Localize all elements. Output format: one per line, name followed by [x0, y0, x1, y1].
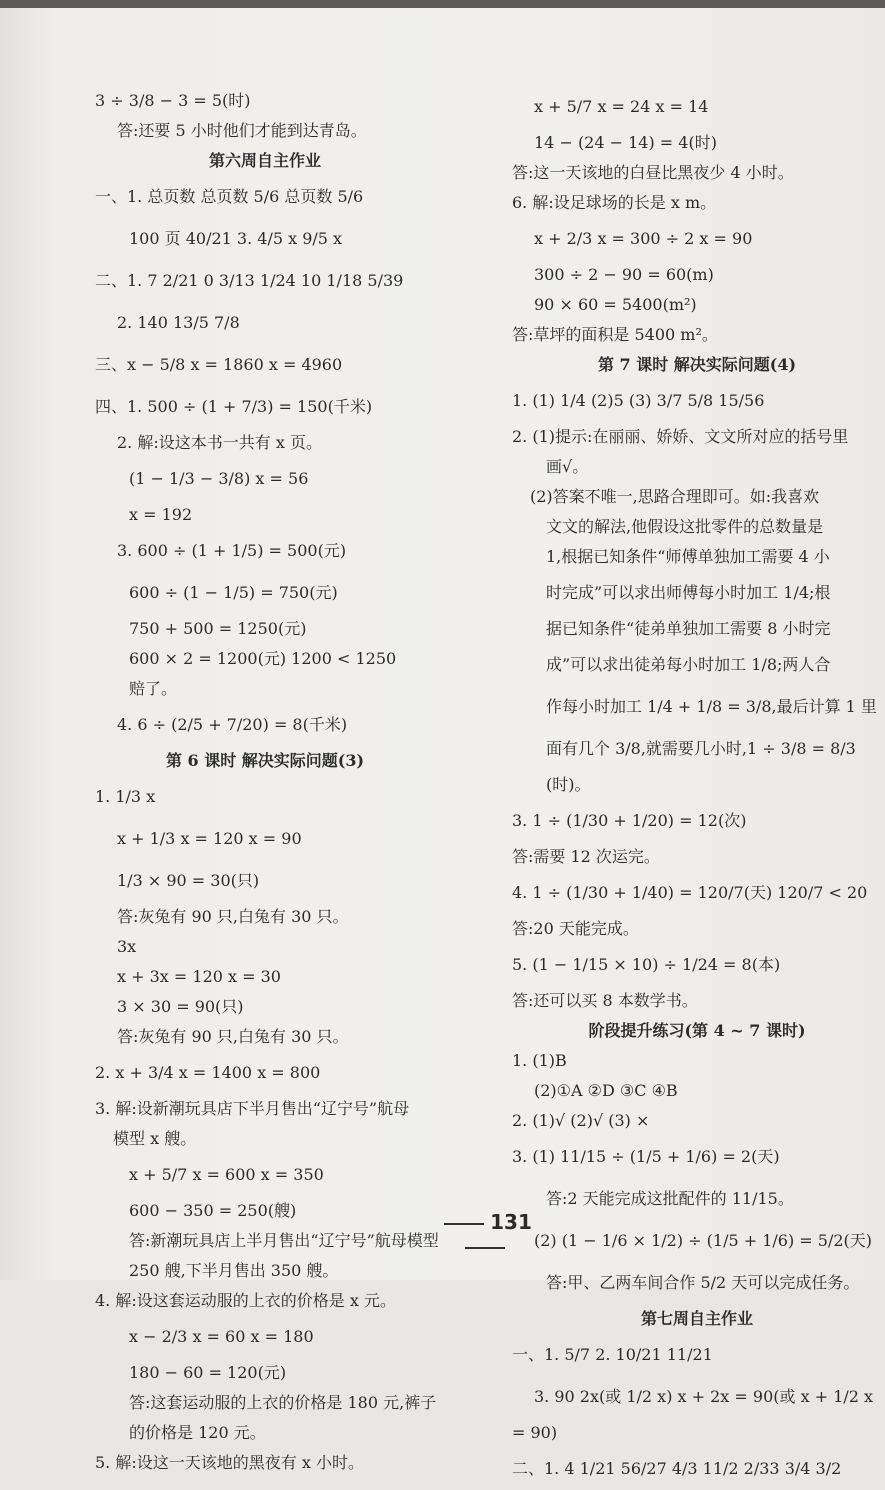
answer-line: 3x: [117, 937, 137, 956]
answer-line: 答:灰兔有 90 只,白兔有 30 只。: [117, 1027, 349, 1046]
answer-line: x + 1/3 x = 120 x = 90: [117, 829, 302, 848]
answer-line: 作每小时加工 1/4 + 1/8 = 3/8,最后计算 1 里: [546, 697, 877, 716]
answer-line: 3. (1) 11/15 ÷ (1/5 + 1/6) = 2(天): [512, 1147, 780, 1166]
left-column: [95, 86, 439, 1478]
section-heading: 阶段提升练习(第 4 ~ 7 课时): [588, 1021, 806, 1040]
answer-line: 画√。: [546, 457, 589, 476]
answer-line: 600 × 2 = 1200(元) 1200 < 1250: [129, 649, 397, 668]
answer-line: 1. (1) 1/4 (2)5 (3) 3/7 5/8 15/56: [512, 391, 765, 410]
answer-line: 答:2 天能完成这批配件的 11/15。: [546, 1189, 794, 1208]
answer-line: 文文的解法,他假设这批零件的总数量是: [546, 517, 824, 536]
answer-line: (2) (1 − 1/6 × 1/2) ÷ (1/5 + 1/6) = 5/2(天): [534, 1231, 873, 1250]
answer-line: (时)。: [546, 775, 591, 794]
answer-line: 1. (1)B: [512, 1051, 567, 1070]
answer-line: = 90): [512, 1423, 558, 1442]
answer-line: 四、1. 500 ÷ (1 + 7/3) = 150(千米): [95, 397, 373, 416]
answer-line: x = 192: [129, 505, 193, 524]
answer-line: 3. 90 2x(或 1/2 x) x + 2x = 90(或 x + 1/2 x: [534, 1387, 874, 1406]
answer-line: 3. 600 ÷ (1 + 1/5) = 500(元): [117, 541, 347, 560]
answer-line: 2. x + 3/4 x = 1400 x = 800: [95, 1063, 321, 1082]
answer-line: 4. 6 ÷ (2/5 + 7/20) = 8(千米): [117, 715, 348, 734]
answer-line: 4. 1 ÷ (1/30 + 1/40) = 120/7(天) 120/7 < 20: [512, 883, 868, 902]
answer-line: 答:还要 5 小时他们才能到达青岛。: [117, 121, 367, 140]
answer-line: 600 − 350 = 250(艘): [129, 1201, 297, 1220]
answer-line: (2)答案不唯一,思路合理即可。如:我喜欢: [530, 487, 820, 506]
section-heading: 第七周自主作业: [640, 1309, 753, 1328]
answer-line: 750 + 500 = 1250(元): [129, 619, 307, 638]
answer-line: 3 ÷ 3/8 − 3 = 5(时): [95, 91, 251, 110]
answer-line: 赔了。: [129, 679, 178, 698]
answer-line: 1. 1/3 x: [95, 787, 156, 806]
answer-line: 面有几个 3/8,就需要几小时,1 ÷ 3/8 = 8/3: [546, 739, 856, 758]
answer-line: 2. (1)提示:在丽丽、娇娇、文文所对应的括号里: [512, 427, 849, 446]
answer-line: 二、1. 4 1/21 56/27 4/3 11/2 2/33 3/4 3/2: [512, 1459, 842, 1478]
section-heading: 第 6 课时 解决实际问题(3): [165, 751, 365, 770]
answer-line: x + 3x = 120 x = 30: [117, 967, 281, 986]
answer-line: 6. 解:设足球场的长是 x m。: [512, 193, 717, 212]
answer-line: x + 5/7 x = 600 x = 350: [129, 1165, 324, 1184]
answer-line: 答:这一天该地的白昼比黑夜少 4 小时。: [512, 163, 794, 182]
answer-line: 5. 解:设这一天该地的黑夜有 x 小时。: [95, 1453, 364, 1472]
answer-line: x + 2/3 x = 300 ÷ 2 x = 90: [534, 229, 753, 248]
answer-line: 3. 解:设新潮玩具店下半月售出“辽宁号”航母: [95, 1099, 410, 1118]
page-number-rule-right: [465, 1247, 505, 1249]
answer-line: 模型 x 艘。: [113, 1129, 197, 1148]
answer-line: 1/3 × 90 = 30(只): [117, 871, 260, 890]
answer-line: 答:灰兔有 90 只,白兔有 30 只。: [117, 907, 349, 926]
answer-line: 300 ÷ 2 − 90 = 60(m): [534, 265, 714, 284]
answer-line: 3 × 30 = 90(只): [117, 997, 244, 1016]
page-edge-strip: [0, 0, 885, 8]
answer-line: 据已知条件“徒弟单独加工需要 8 小时完: [546, 619, 831, 638]
answer-line: 的价格是 120 元。: [129, 1423, 266, 1442]
answer-line: 三、x − 5/8 x = 1860 x = 4960: [95, 355, 343, 374]
right-column: [512, 86, 882, 1490]
answer-line: 答:草坪的面积是 5400 m²。: [512, 325, 718, 344]
answer-line: 答:需要 12 次运完。: [512, 847, 660, 866]
answer-line: 180 − 60 = 120(元): [129, 1363, 287, 1382]
answer-line: 2. 140 13/5 7/8: [117, 313, 240, 332]
answer-line: x + 5/7 x = 24 x = 14: [534, 97, 709, 116]
section-heading: 第六周自主作业: [208, 151, 321, 170]
answer-line: 答:新潮玩具店上半月售出“辽宁号”航母模型: [129, 1231, 439, 1250]
answer-line: 250 艘,下半月售出 350 艘。: [129, 1261, 339, 1280]
answer-line: 成”可以求出徒弟每小时加工 1/8;两人合: [546, 655, 831, 674]
answer-line: (1 − 1/3 − 3/8) x = 56: [129, 469, 309, 488]
answer-line: 90 × 60 = 5400(m²): [534, 295, 697, 314]
answer-line: 100 页 40/21 3. 4/5 x 9/5 x: [129, 229, 343, 248]
answer-line: 答:甲、乙两车间合作 5/2 天可以完成任务。: [546, 1273, 860, 1292]
answer-line: 600 ÷ (1 − 1/5) = 750(元): [129, 583, 338, 602]
answer-line: 2. 解:设这本书一共有 x 页。: [117, 433, 322, 452]
page-number: [420, 1210, 550, 1258]
answer-line: 3. 1 ÷ (1/30 + 1/20) = 12(次): [512, 811, 747, 830]
answer-line: 1,根据已知条件“师傅单独加工需要 4 小: [546, 547, 830, 566]
answer-line: 2. (1)√ (2)√ (3) ×: [512, 1111, 650, 1130]
answer-line: 答:还可以买 8 本数学书。: [512, 991, 698, 1010]
answer-line: x − 2/3 x = 60 x = 180: [129, 1327, 314, 1346]
answer-line: 时完成”可以求出师傅每小时加工 1/4;根: [546, 583, 831, 602]
answer-line: 14 − (24 − 14) = 4(时): [534, 133, 717, 152]
answer-line: 一、1. 总页数 总页数 5/6 总页数 5/6: [95, 187, 364, 206]
answer-line: (2)①A ②D ③C ④B: [534, 1081, 678, 1100]
answer-line: 4. 解:设这套运动服的上衣的价格是 x 元。: [95, 1291, 396, 1310]
answer-line: 二、1. 7 2/21 0 3/13 1/24 10 1/18 5/39: [95, 271, 404, 290]
answer-line: 一、1. 5/7 2. 10/21 11/21: [512, 1345, 713, 1364]
answer-line: 答:20 天能完成。: [512, 919, 639, 938]
page-number-text: 131: [490, 1210, 532, 1234]
page-number-rule-left: [444, 1223, 484, 1225]
answer-line: 5. (1 − 1/15 × 10) ÷ 1/24 = 8(本): [512, 955, 781, 974]
section-heading: 第 7 课时 解决实际问题(4): [597, 355, 797, 374]
answer-line: 答:这套运动服的上衣的价格是 180 元,裤子: [129, 1393, 437, 1412]
